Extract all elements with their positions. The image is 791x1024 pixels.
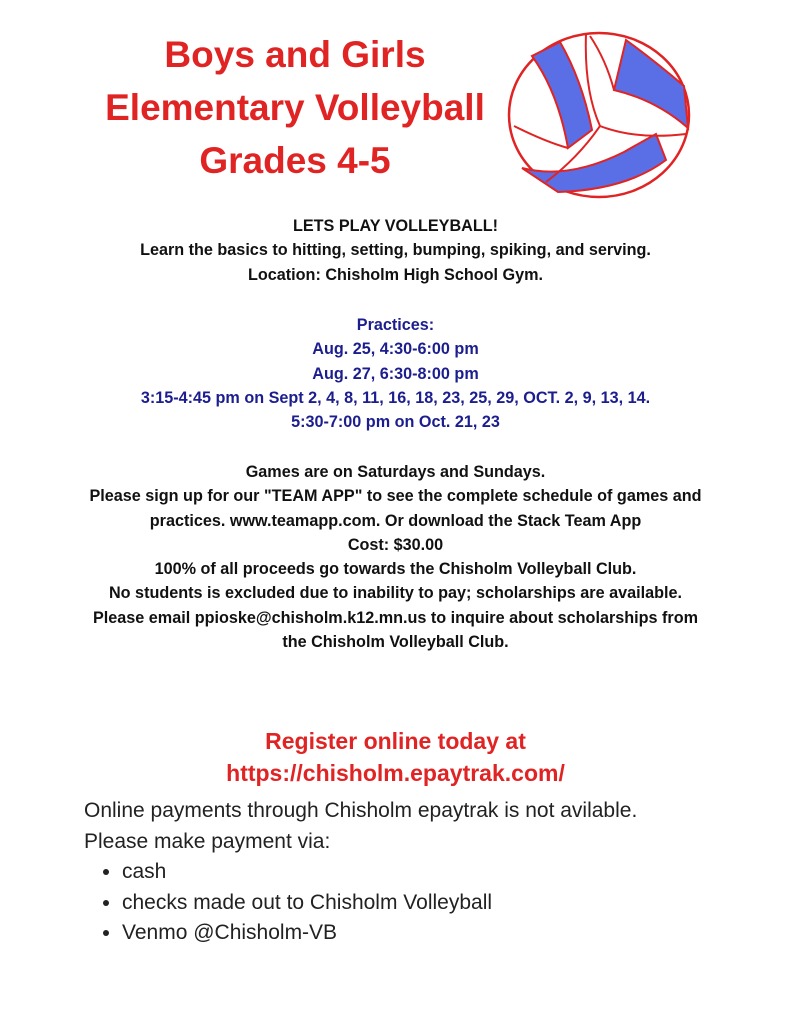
practices-section — [0, 313, 791, 434]
practice-line: Aug. 27, 6:30-8:00 pm — [312, 364, 479, 383]
games-days: Games are on Saturdays and Sundays. — [245, 463, 546, 481]
payment-notice: Online payments through Chisholm epaytrak is not avilable. — [84, 799, 638, 822]
cost: Cost: $30.00 — [347, 535, 444, 554]
title-line-3: Grades 4-5 — [199, 140, 391, 181]
payment-section — [84, 796, 724, 949]
intro-description: Learn the basics to hitting, setting, bumping, spiking, and serving. — [140, 241, 651, 260]
intro-section — [0, 214, 791, 287]
register-text: Register online today at — [265, 728, 526, 754]
title-line-1: Boys and Girls — [164, 34, 426, 75]
title-line-2: Elementary Volleyball — [105, 87, 485, 128]
practice-line: Aug. 25, 4:30-6:00 pm — [312, 340, 479, 359]
practice-line: 5:30-7:00 pm on Oct. 21, 23 — [291, 413, 500, 432]
intro-location: Location: Chisholm High School Gym. — [248, 265, 543, 284]
payment-method: • checks made out to Chisholm Volleyball — [122, 888, 724, 919]
proceeds: 100% of all proceeds go towards the Chisholm Volleyball Club. — [154, 560, 637, 579]
scholarships: No students is excluded due to inability to pay; scholarships are available. Please email ppioske@chisholm.k12.mn.us to inquire about scholarships from the Chisholm Volleyball Club. — [93, 584, 698, 652]
intro-headline: LETS PLAY VOLLEYBALL! — [292, 217, 499, 235]
flyer-title — [60, 28, 530, 187]
volleyball-icon — [506, 30, 692, 200]
practice-line: 3:15-4:45 pm on Sept 2, 4, 8, 11, 16, 18, 23, 25, 29, OCT. 2, 9, 13, 14. — [140, 388, 651, 407]
info-section — [0, 460, 791, 654]
team-app-signup: Please sign up for our "TEAM APP" to see the complete schedule of games and practices. www.teamapp.com. Or download the Stack Team App — [89, 487, 702, 530]
payment-instructions: Please make payment via: — [84, 829, 331, 853]
payment-methods-list — [84, 857, 724, 949]
payment-method: • Venmo @Chisholm-VB — [122, 918, 724, 949]
register-section — [0, 725, 791, 789]
register-link[interactable]: https://chisholm.epaytrak.com/ — [226, 760, 565, 786]
practices-heading: Practices: — [356, 316, 435, 334]
payment-method: • cash — [122, 857, 724, 888]
